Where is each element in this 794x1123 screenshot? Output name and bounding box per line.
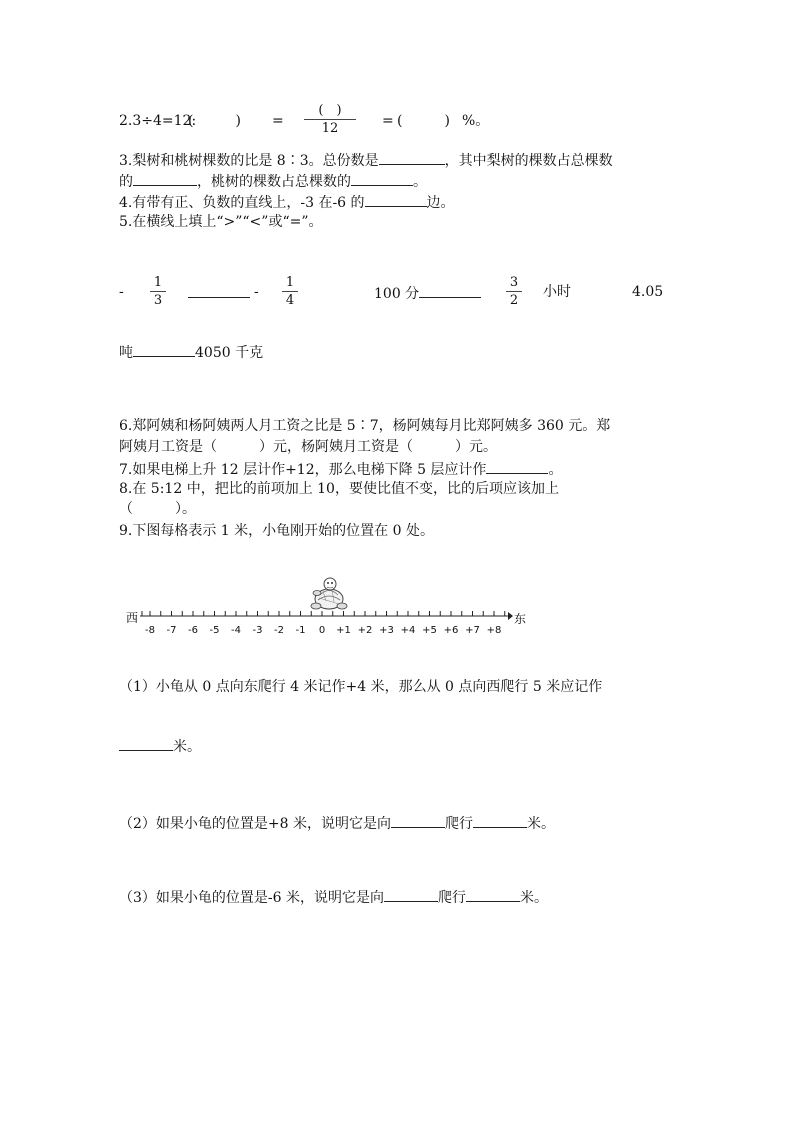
q7-text-b: 。 <box>548 462 563 478</box>
tick-label: 0 <box>318 625 326 636</box>
q6-line-1: 6.郑阿姨和杨阿姨两人月工资之比是 5∶7，杨阿姨每月比郑阿姨多 360 元。郑 <box>119 418 611 434</box>
q9-sub2-line <box>119 813 555 833</box>
tick-label: +7 <box>465 625 480 636</box>
q5-neg-sign-2: - <box>254 284 259 300</box>
number-line-arrow <box>508 612 513 620</box>
q9-sub2-text-c: 米。 <box>527 816 555 832</box>
q5-item3-unit: 吨 <box>119 345 133 361</box>
q9-sub1-line-2 <box>119 736 201 756</box>
tick-label: -5 <box>209 625 220 636</box>
number-line-west-label: 西 <box>126 611 139 625</box>
number-line-east-label: 东 <box>514 612 527 626</box>
q2-suffix: %。 <box>462 113 490 129</box>
q5-item2-unit: 小时 <box>543 284 571 300</box>
turtle-icon <box>311 578 347 609</box>
tick-label: +5 <box>422 625 437 636</box>
fraction-numerator: 1 <box>285 275 295 290</box>
q4-text-a: 4.有带有正、负数的直线上，-3 在-6 的 <box>119 195 365 211</box>
tick-label: +4 <box>400 625 416 636</box>
number-line-tick-labels <box>145 625 501 636</box>
tick-label: +6 <box>443 625 459 636</box>
q9-sub1-unit: 米。 <box>173 739 201 755</box>
q9-title: 9.下图每格表示 1 米，小龟刚开始的位置在 0 处。 <box>119 523 434 539</box>
fraction-numerator: 1 <box>153 275 163 290</box>
tick-label: +1 <box>336 625 351 636</box>
q9-sub3-distance-blank[interactable] <box>466 887 520 902</box>
tick-label: -2 <box>274 625 284 636</box>
q9-sub3-text-b: 爬行 <box>438 890 466 906</box>
q3-text-e: 。 <box>413 174 427 190</box>
q5-item3-right: 4050 千克 <box>195 345 264 361</box>
q9-sub2-direction-blank[interactable] <box>391 813 445 828</box>
fraction-denominator: 3 <box>153 293 163 308</box>
q2-fraction-numerator-blank[interactable]: ( ) <box>318 103 342 118</box>
q9-sub3-direction-blank[interactable] <box>384 887 438 902</box>
tick-label: -8 <box>145 625 155 636</box>
q3-text-d: ，桃树的棵数占总棵数的 <box>197 174 351 190</box>
q3-text-a: 3.梨树和桃树棵数的比是 8∶3。总份数是 <box>119 153 379 169</box>
q3-text-b: ，其中梨树的棵数占总棵数 <box>444 153 613 169</box>
tick-label: +8 <box>486 625 502 636</box>
q9-sub3-text-a: （3）如果小龟的位置是-6 米，说明它是向 <box>119 890 384 906</box>
q8-line-2[interactable]: （ ）。 <box>119 501 196 517</box>
fraction-denominator: 4 <box>285 293 295 308</box>
q2-answer-blank-1[interactable]: ( ) <box>188 113 241 129</box>
tick-label: -6 <box>188 625 198 636</box>
tick-label: -3 <box>252 625 263 636</box>
fraction-denominator: 2 <box>509 293 519 308</box>
q9-sub1-line-1: （1）小龟从 0 点向东爬行 4 米记作+4 米，那么从 0 点向西爬行 5 米应记作 <box>119 679 603 695</box>
q2-prefix: 2.3÷4=12: <box>119 113 197 129</box>
number-line-ticks <box>142 611 505 616</box>
q2-equals-2: = <box>382 113 394 129</box>
q9-sub2-distance-blank[interactable] <box>473 813 527 828</box>
q5-title: 5.在横线上填上“>”“<”或“=”。 <box>119 214 323 230</box>
tick-label: +3 <box>379 625 394 636</box>
q2-equals-1: = <box>272 113 284 129</box>
q2-fraction-denominator: 12 <box>321 121 339 136</box>
q9-sub2-text-b: 爬行 <box>445 816 473 832</box>
q5-item2-left: 100 分 <box>374 286 420 302</box>
q6-line-2: 阿姨月工资是（ ）元，杨阿姨月工资是（ ）元。 <box>119 439 497 455</box>
q9-sub1-answer-blank[interactable] <box>119 736 173 751</box>
q3-text-c: 的 <box>119 174 133 190</box>
q8-line-1: 8.在 5:12 中，把比的前项加上 10，要使比值不变，比的后项应该加上 <box>119 481 559 497</box>
q5-neg-sign-1: - <box>119 284 124 300</box>
tick-label: -1 <box>295 625 306 636</box>
fraction-numerator: 3 <box>509 275 519 290</box>
tick-label: -7 <box>166 625 177 636</box>
q2-answer-blank-2[interactable]: ( ) <box>397 113 450 129</box>
q9-sub3-text-c: 米。 <box>520 890 548 906</box>
tick-label: +2 <box>357 625 373 636</box>
q7-text-a: 7.如果电梯上升 12 层计作+12，那么电梯下降 5 层应计作 <box>119 462 487 478</box>
q4-text-b: 边。 <box>426 195 455 211</box>
q5-item3-left: 4.05 <box>632 284 664 300</box>
q9-sub3-line <box>119 887 548 907</box>
q9-sub2-text-a: （2）如果小龟的位置是+8 米，说明它是向 <box>119 816 391 832</box>
tick-label: -4 <box>231 625 241 636</box>
